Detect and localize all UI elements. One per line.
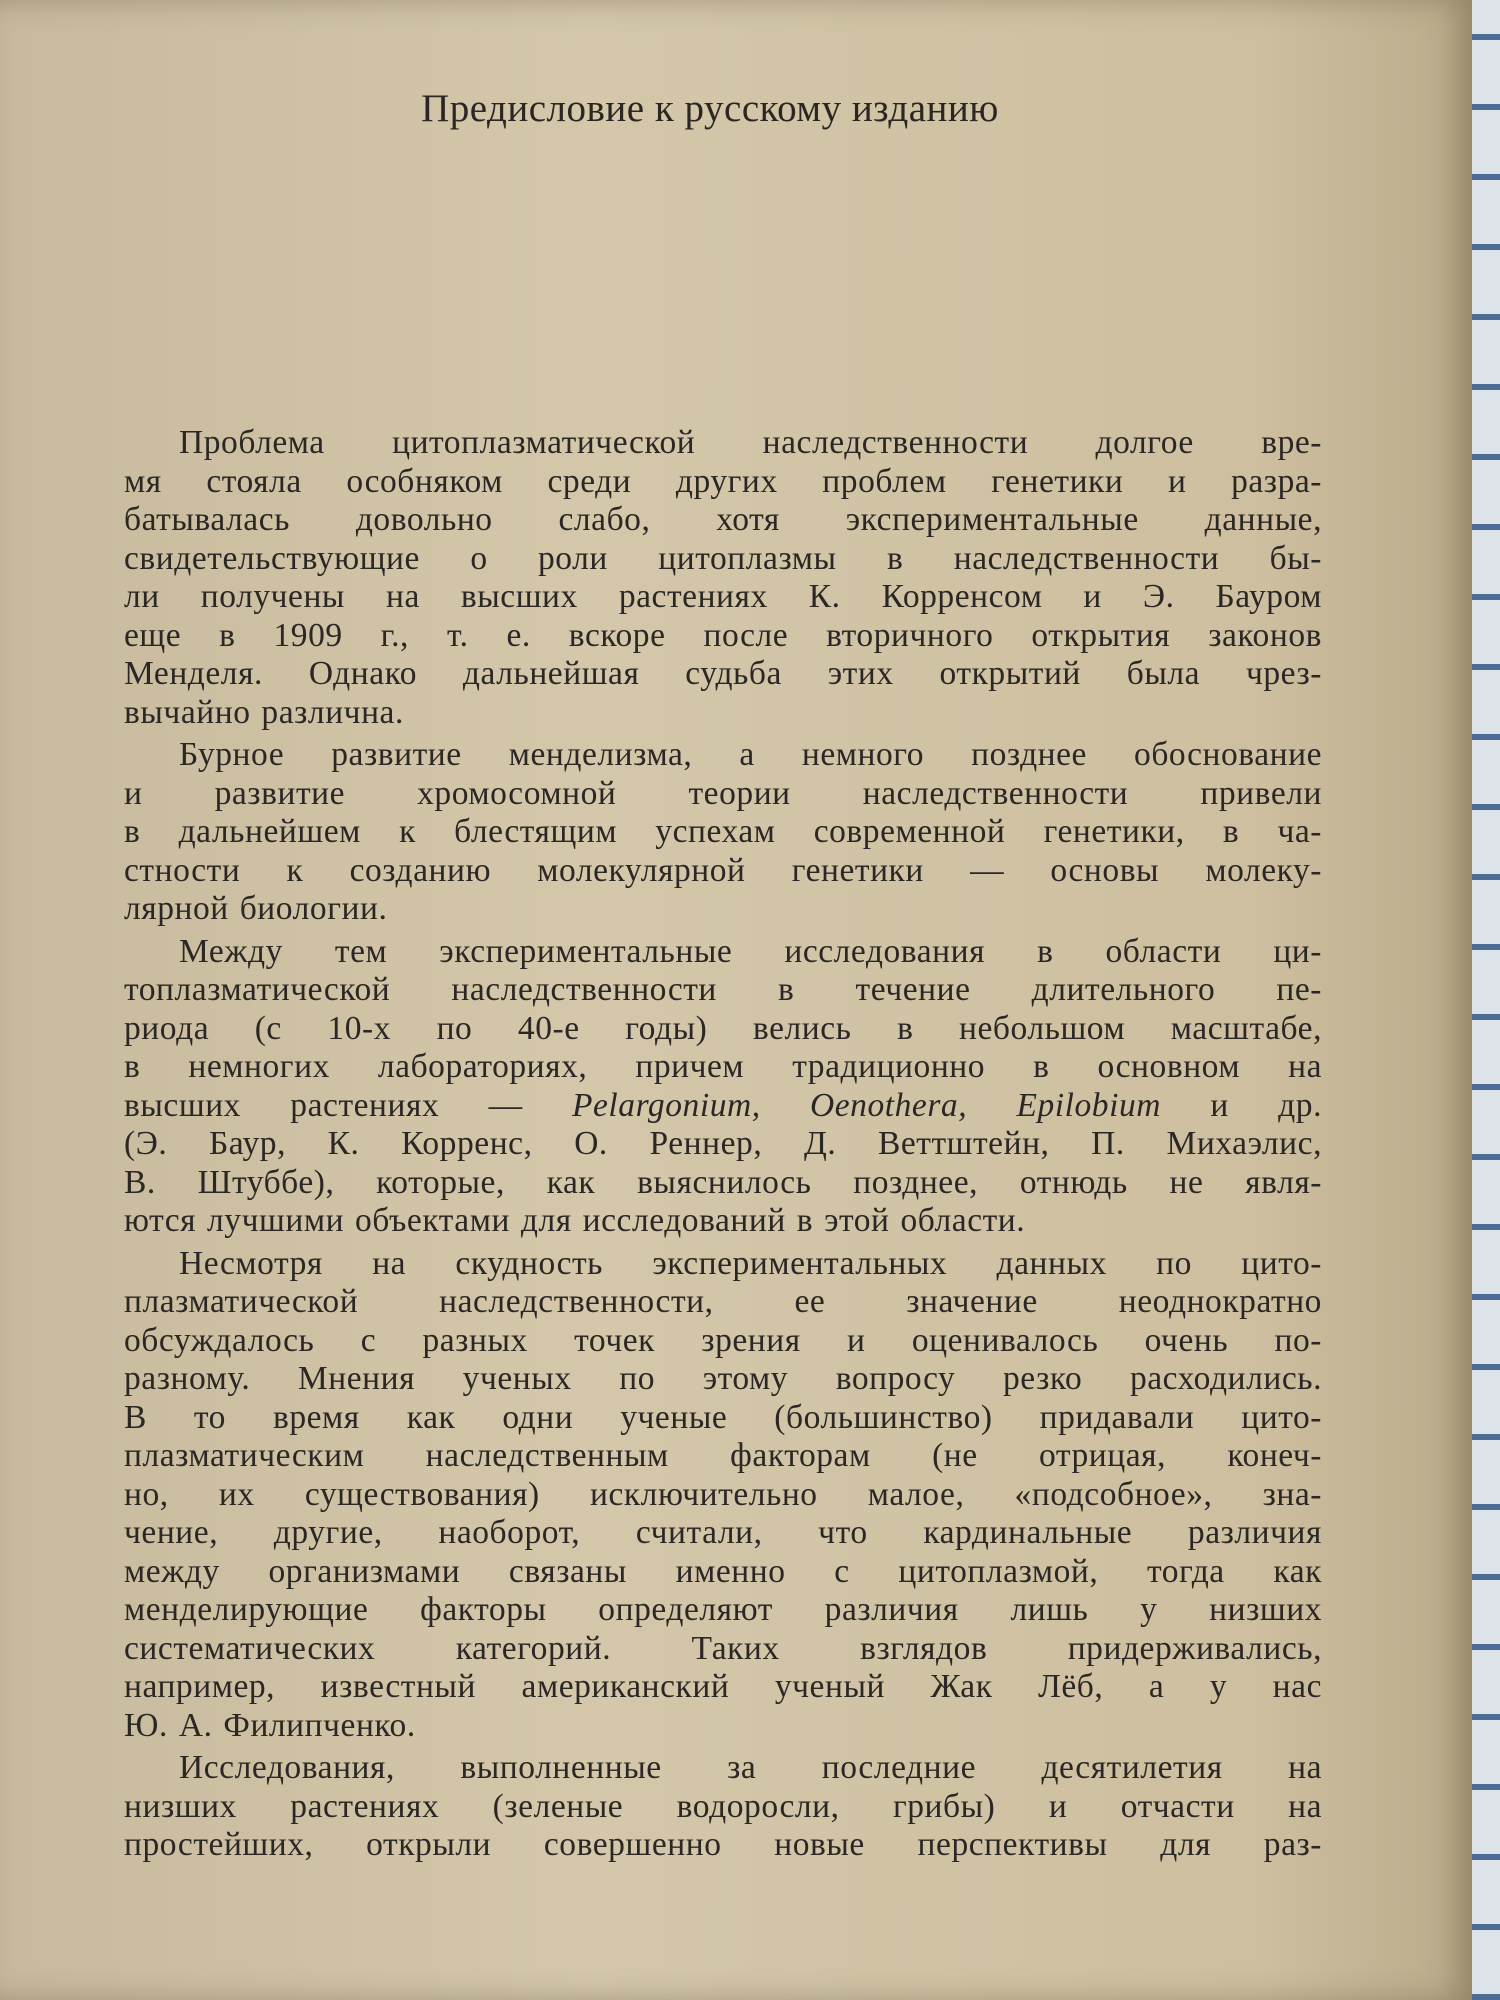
text-line: между организмами связаны именно с цитоплазмой, тогда как bbox=[124, 1552, 1322, 1590]
text-line: свидетельствующие о роли цитоплазмы в наследственности бы- bbox=[124, 539, 1322, 577]
text-line: (Э. Баур, К. Корренс, О. Реннер, Д. Веттштейн, П. Михаэлис, bbox=[124, 1125, 1322, 1162]
page-title: Предисловие к русскому изданию bbox=[421, 87, 999, 130]
paragraph-3 bbox=[124, 933, 1322, 1241]
text-line: риода (с 10-х по 40-е годы) велись в небольшом масштабе, bbox=[124, 1009, 1322, 1047]
paragraph-4 bbox=[124, 1245, 1322, 1746]
notebook-edge bbox=[1472, 0, 1500, 2000]
paragraph-5 bbox=[124, 1749, 1322, 1865]
text-line: но, их существования) исключительно малое, «подсобное», зна- bbox=[124, 1475, 1322, 1513]
text-line: низших растениях (зеленые водоросли, грибы) и отчасти на bbox=[124, 1787, 1322, 1825]
paragraph-1 bbox=[124, 424, 1322, 732]
text-fragment: и др. bbox=[1161, 1086, 1322, 1124]
text-line: Менделя. Однако дальнейшая судьба этих открытий была чрез- bbox=[124, 655, 1322, 692]
text-line: Исследования, выполненные за последние десятилетия на bbox=[179, 1749, 1322, 1786]
text-line: систематических категорий. Таких взглядов придерживались, bbox=[124, 1629, 1322, 1667]
text-line: Ю. А. Филипченко. bbox=[124, 1706, 416, 1744]
text-line: лярной биологии. bbox=[124, 890, 388, 927]
text-line: простейших, открыли совершенно новые перспективы для раз- bbox=[124, 1826, 1322, 1863]
text-line: В. Штуббе), которые, как выяснилось позднее, отнюдь не явля- bbox=[124, 1163, 1322, 1201]
text-line: плазматическим наследственным факторам (не отрицая, конеч- bbox=[124, 1437, 1322, 1474]
text-line: батывалась довольно слабо, хотя экспериментальные данные, bbox=[124, 501, 1322, 538]
text-line: Несмотря на скудность экспериментальных данных по цито- bbox=[179, 1244, 1322, 1282]
text-line: и развитие хромосомной теории наследственности привели bbox=[124, 774, 1322, 812]
text-line: менделирующие факторы определяют различия лишь у низших bbox=[124, 1591, 1322, 1628]
text-fragment: высших растениях — bbox=[124, 1086, 572, 1124]
text-line: еще в 1909 г., т. е. вскоре после вторичного открытия законов bbox=[124, 616, 1322, 654]
text-line: в немногих лабораториях, причем традиционно в основном на bbox=[124, 1048, 1322, 1085]
text-line: мя стояла особняком среди других проблем генетики и разра- bbox=[124, 462, 1322, 500]
text-line-with-species bbox=[124, 1087, 1322, 1126]
text-line: ли получены на высших растениях К. Корренсом и Э. Бауром bbox=[124, 578, 1322, 615]
text-line: топлазматической наследственности в течение длительного пе- bbox=[124, 971, 1322, 1008]
text-line: вычайно различна. bbox=[124, 693, 404, 731]
paragraph-2 bbox=[124, 736, 1322, 929]
text-line: Между тем экспериментальные исследования в области ци- bbox=[179, 932, 1322, 970]
text-line: разному. Мнения ученых по этому вопросу резко расходились. bbox=[124, 1360, 1322, 1397]
text-line: в дальнейшем к блестящим успехам современной генетики, в ча- bbox=[124, 813, 1322, 850]
text-line: Бурное развитие менделизма, а немного позднее обоснование bbox=[179, 736, 1322, 773]
text-line: например, известный американский ученый Жак Лёб, а у нас bbox=[124, 1668, 1322, 1705]
text-line: Проблема цитоплазматической наследственности долгое вре- bbox=[179, 424, 1322, 461]
text-line: В то время как одни ученые (большинство) придавали цито- bbox=[124, 1398, 1322, 1436]
body-text bbox=[124, 424, 1322, 1865]
text-line: плазматической наследственности, ее значение неоднократно bbox=[124, 1283, 1322, 1320]
text-line: ются лучшими объектами для исследований в этой области. bbox=[124, 1202, 1026, 1239]
text-line: стности к созданию молекулярной генетики — основы молеку- bbox=[124, 851, 1322, 889]
species-names: Pelargonium, Oenothera, Epilobium bbox=[572, 1086, 1162, 1124]
text-line: обсуждалось с разных точек зрения и оценивалось очень по- bbox=[124, 1321, 1322, 1359]
text-line: чение, другие, наоборот, считали, что кардинальные различия bbox=[124, 1514, 1322, 1551]
